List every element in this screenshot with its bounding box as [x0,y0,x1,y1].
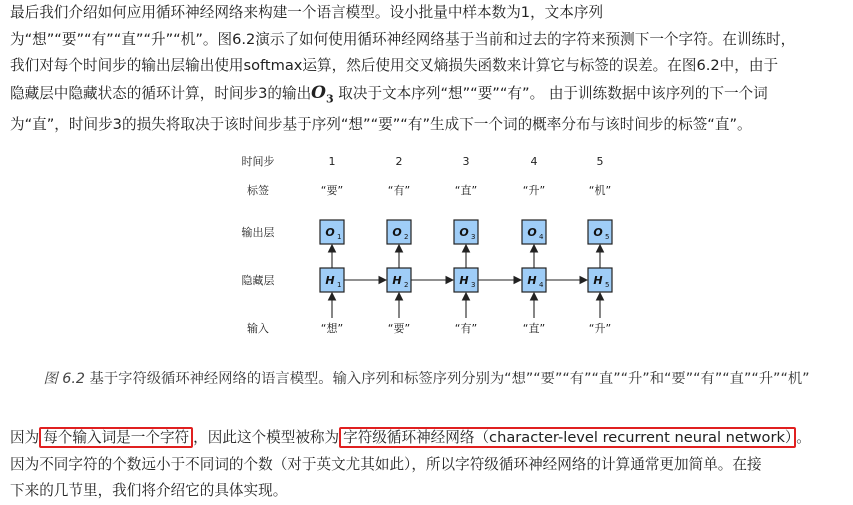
intro-line-5: 为“直”，时间步3的损失将取决于该时间步基于序列“想”“要”“有”生成下一个词的概率分布与该时间步的标签“直”。 [10,116,752,134]
bottom-line-2: 因为不同字符的个数远小于不同词的个数（对于英文尤其如此），所以字符级循环神经网络的计算通常更加简单。在接 [10,455,762,473]
hidden-node-subscript: 3 [471,281,476,289]
row-label-hidden-layer: 隐藏层 [241,274,275,287]
output-node-subscript: 5 [605,233,610,241]
bottom-line-1 [10,425,845,452]
output-node-label: O [459,226,469,239]
intro-line-4-b: 取决于文本序列“想”“要”“有”。 由于训练数据中该序列的下一个词 [338,84,768,102]
input-token: “升” [588,322,612,335]
bottom-line-1-mid: ，因此这个模型被称为 [193,429,340,446]
timestep-3: 3 [462,155,470,168]
timestep-4: 4 [530,155,538,168]
label-token: “要” [320,184,344,197]
intro-line-4-a: 隐藏层中隐藏状态的循环计算，时间步3的输出 [10,84,312,102]
intro-line-2: 为“想”“要”“有”“直”“升”“机”。图6.2演示了如何使用循环神经网络基于当前和过去的字符来预测下一个字符。在训练时， [10,30,796,48]
row-label-input: 输入 [247,322,269,335]
output-node-label: O [593,226,603,239]
output-node-label: O [325,226,335,239]
input-token: “要” [387,322,411,335]
figure-caption [0,368,853,388]
figure-number: 图 6.2 [43,371,86,387]
hidden-node-label: H [325,274,335,287]
rnn-language-model-figure [230,150,630,350]
bottom-line-3: 下来的几节里，我们将介绍它的具体实现。 [10,482,288,499]
output-node-subscript: 1 [337,233,342,241]
o3-symbol [311,83,333,103]
hidden-node-label: H [593,274,603,287]
output-node-label: O [527,226,537,239]
intro-line-1: 最后我们介绍如何应用循环神经网络来构建一个语言模型。设小批量中样本数为1，文本序列 [10,4,604,21]
output-node-label: O [392,226,402,239]
timestep-5: 5 [596,155,604,168]
output-node-subscript: 2 [404,233,409,241]
o3-subscript: 3 [325,91,334,105]
intro-line-3: 我们对每个时间步的输出层输出使用softmax运算，然后使用交叉熵损失函数来计算它与标签的误差。在图6.2中，由于 [10,57,779,74]
timestep-1: 1 [328,155,336,168]
input-token: “有” [454,322,478,335]
hidden-node-subscript: 1 [337,281,342,289]
figure-caption-text: 基于字符级循环神经网络的语言模型。输入序列和标签序列分别为“想”“要”“有”“直”“升”和“要”“有”“直”“升”“机” [85,371,810,387]
intro-line-4 [10,80,845,113]
row-label-label: 标签 [247,184,269,197]
o3-letter: O [311,82,326,103]
hidden-node-label: H [527,274,537,287]
intro-paragraph [10,0,845,139]
hidden-node-label: H [459,274,469,287]
highlight-box-char-rnn-term: 字符级循环神经网络（character-level recurrent neural network） [339,427,796,448]
timestep-2: 2 [395,155,403,168]
bottom-line-1-post: 。 [796,429,811,446]
row-label-output-layer: 输出层 [241,226,275,239]
bottom-line-1-pre: 因为 [10,429,40,446]
bottom-paragraph [10,425,845,505]
highlight-box-each-input-char: 每个输入词是一个字符 [39,427,193,448]
output-node-subscript: 4 [539,233,544,241]
hidden-node-subscript: 2 [404,281,409,289]
label-token: “有” [387,184,411,197]
hidden-node-subscript: 5 [605,281,610,289]
input-token: “想” [320,322,344,335]
output-node-subscript: 3 [471,233,476,241]
label-token: “机” [588,184,612,197]
hidden-node-subscript: 4 [539,281,544,289]
hidden-node-label: H [392,274,402,287]
label-token: “直” [454,184,478,197]
label-token: “升” [522,184,546,197]
input-token: “直” [522,322,546,335]
row-label-time-step: 时间步 [241,155,275,168]
